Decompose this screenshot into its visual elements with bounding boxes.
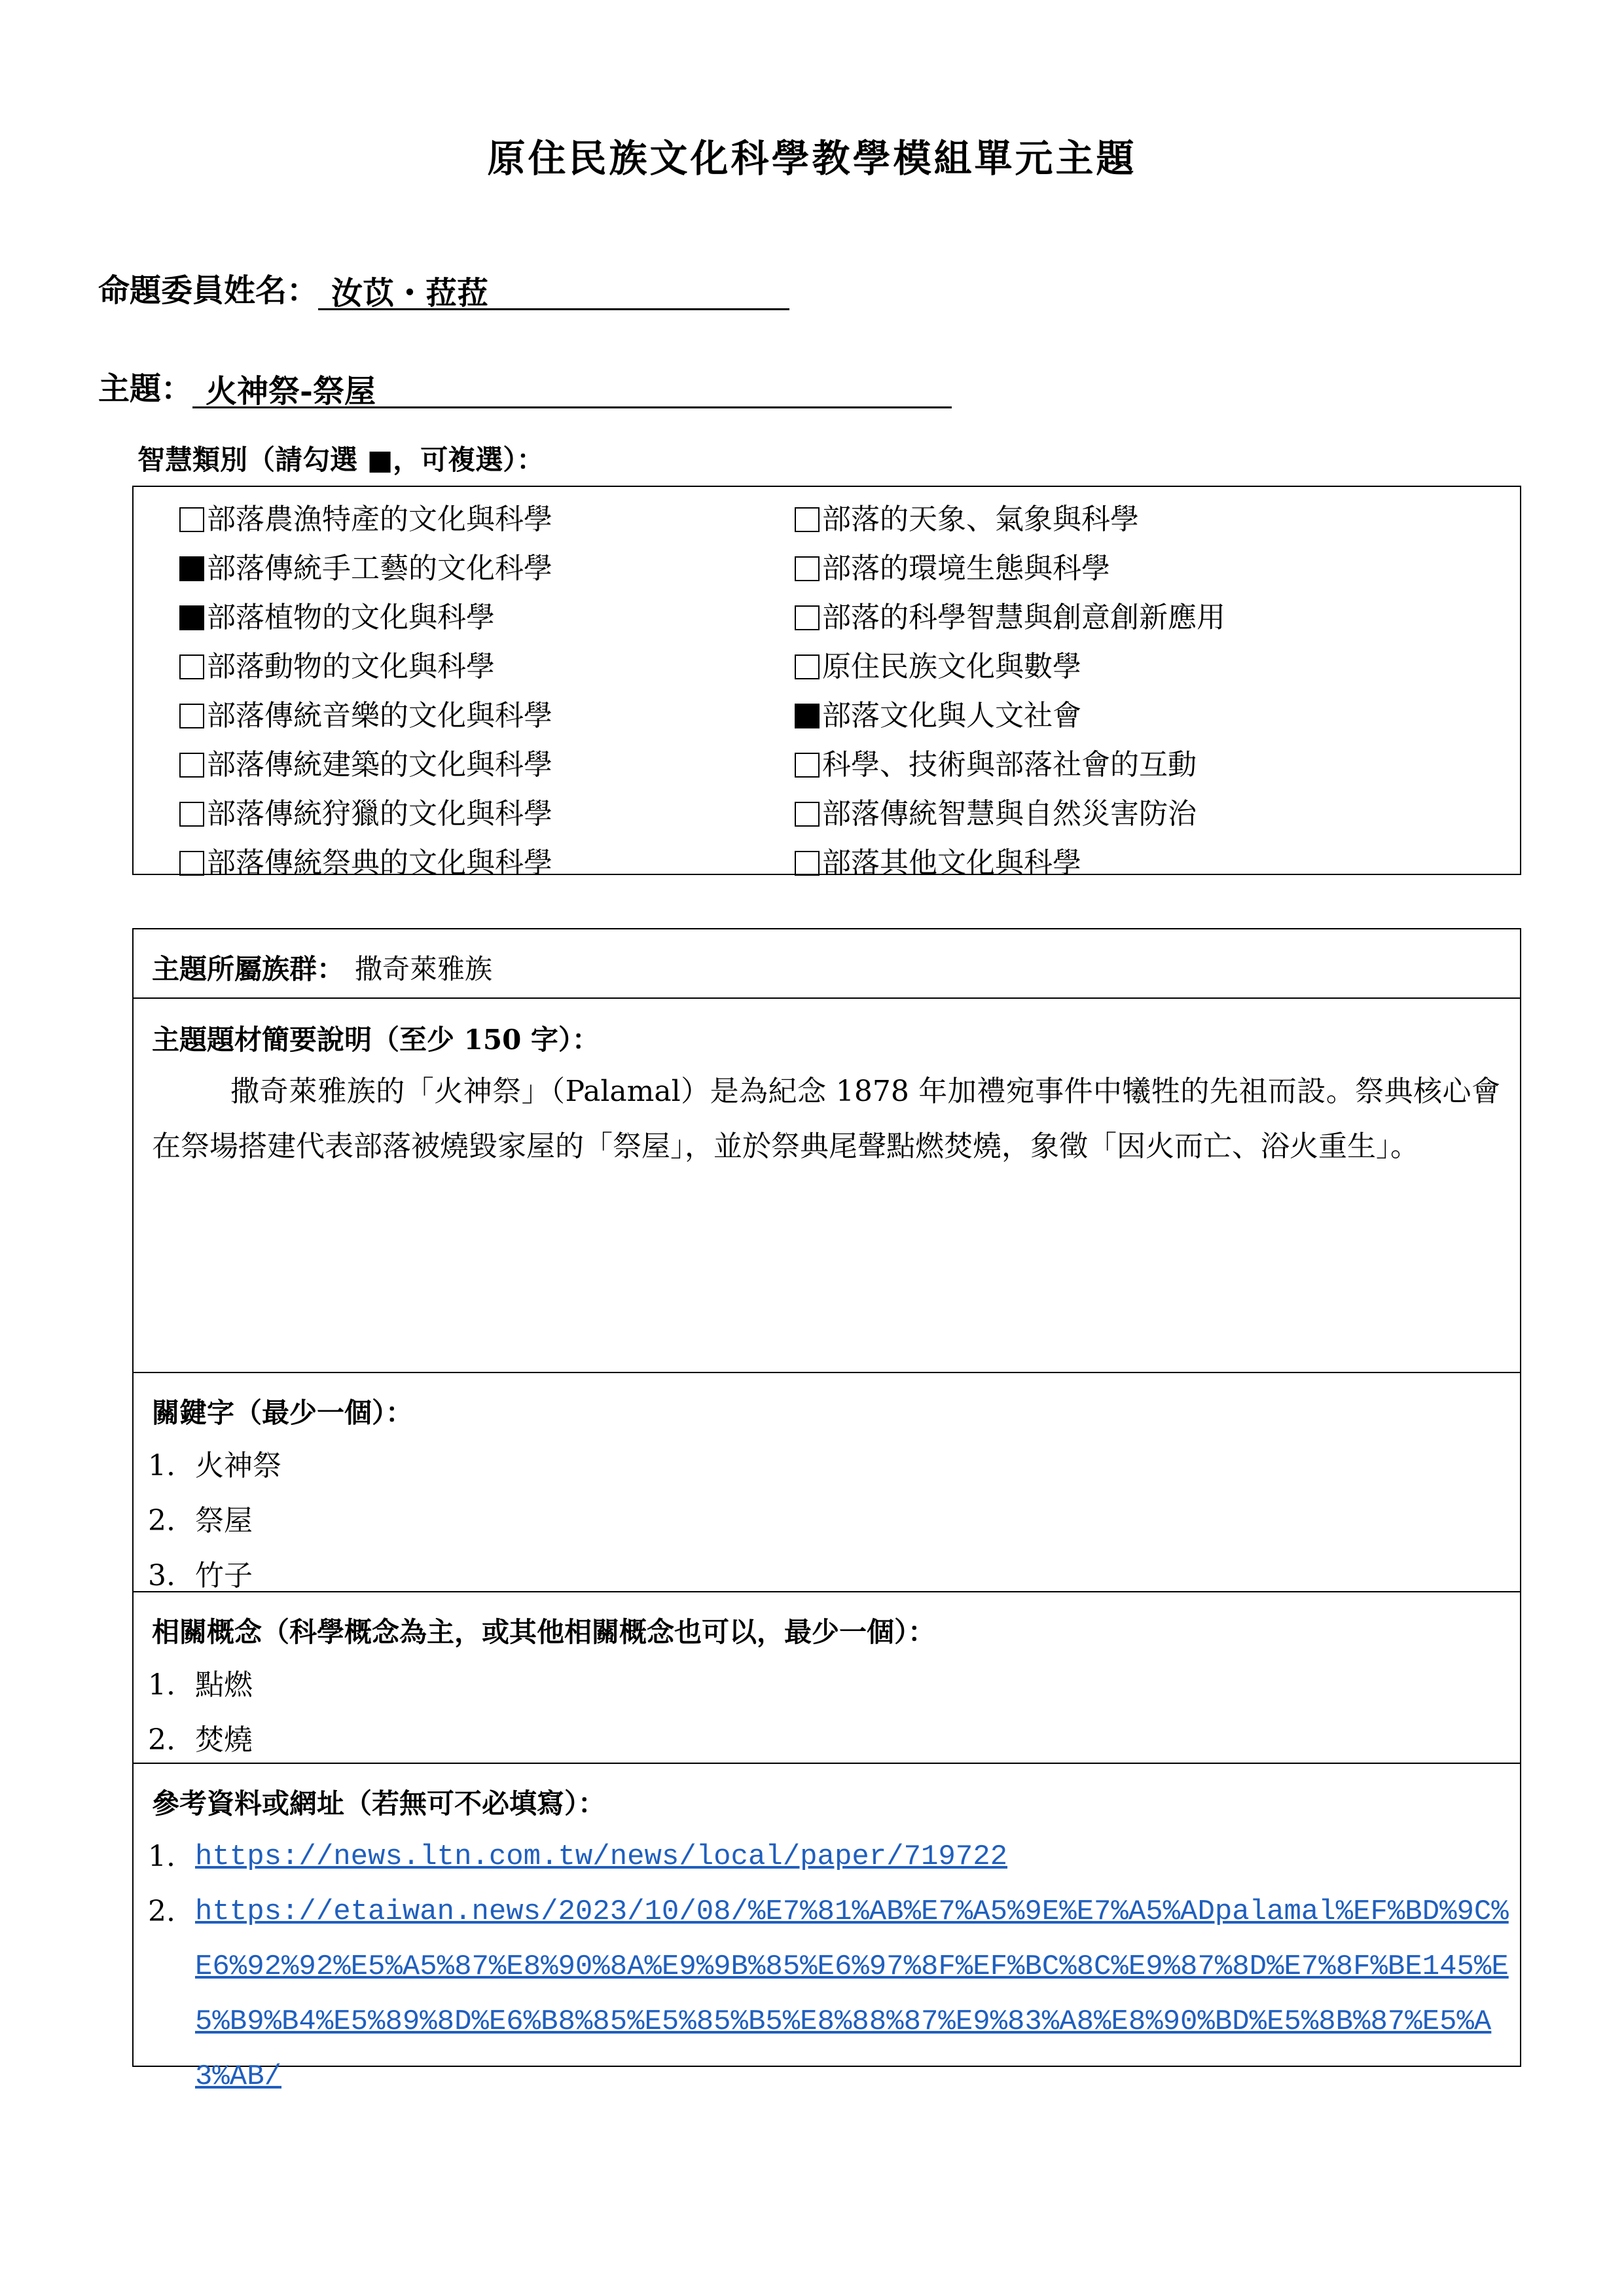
- topic-value: 火神祭-祭屋: [192, 366, 952, 408]
- references-label: 參考資料或網址（若無可不必填寫）：: [152, 1787, 606, 1820]
- category-label: 部落傳統建築的文化與科學: [207, 748, 552, 781]
- concepts-row: [134, 1592, 1520, 1764]
- category-item[interactable]: [179, 740, 552, 789]
- keywords-label: 關鍵字（最少一個）：: [152, 1397, 414, 1429]
- concepts-list: [148, 1658, 253, 1768]
- category-column-left: [179, 495, 552, 888]
- checkbox-icon[interactable]: [795, 851, 820, 876]
- checkbox-icon[interactable]: [795, 802, 820, 827]
- category-label: 部落文化與人文社會: [822, 699, 1081, 732]
- category-item[interactable]: [795, 642, 1225, 691]
- category-label: 部落農漁特產的文化與科學: [207, 503, 552, 536]
- category-item[interactable]: [179, 789, 552, 838]
- category-item[interactable]: [179, 593, 552, 642]
- category-label: 科學、技術與部落社會的互動: [822, 748, 1197, 781]
- checkbox-icon[interactable]: [795, 507, 820, 532]
- ethnic-group-row: [134, 929, 1520, 999]
- category-label: 部落的天象、氣象與科學: [822, 503, 1139, 536]
- reference-link[interactable]: https://news.ltn.com.tw/news/local/paper/719722: [195, 1840, 1008, 1873]
- checkbox-checked-icon[interactable]: [795, 704, 820, 728]
- category-label: 部落傳統手工藝的文化科學: [207, 552, 552, 585]
- category-item[interactable]: [179, 495, 552, 544]
- references-list: [148, 1829, 1509, 2104]
- author-field: [98, 265, 789, 310]
- reference-link[interactable]: https://etaiwan.news/2023/10/08/%E7%81%AB%E7%A5%9E%E7%A5%ADpalamal%EF%BD%9C%E6%92%92%E5%A5%87%E8%90%8A%E9%9B%85%E6%97%8F%EF%BC%8C%E9%87%8D%E7%8F%BE145%E5%B9%B4%E5%89%8D%E6%B8%85%E5%85%B5%E8%88%87%E9%83%A8%E8%90%BD%E5%8B%87%E5%A3%AB/: [195, 1895, 1509, 2093]
- author-value: 汝苡・菈菈: [318, 268, 789, 310]
- references-row: [134, 1764, 1520, 2093]
- author-label: 命題委員姓名：: [98, 272, 319, 309]
- category-item[interactable]: [795, 838, 1225, 888]
- category-item[interactable]: [795, 544, 1225, 593]
- keywords-list: [148, 1439, 281, 1604]
- keywords-row: [134, 1373, 1520, 1592]
- summary-label: 主題題材簡要說明（至少 150 字）：: [152, 1024, 600, 1056]
- checkbox-icon[interactable]: [179, 507, 204, 532]
- checkbox-icon[interactable]: [795, 605, 820, 630]
- checkbox-icon[interactable]: [179, 802, 204, 827]
- list-item: 3. 竹子: [148, 1559, 253, 1592]
- category-heading: 智慧類別（請勾選 ■，可複選）：: [137, 444, 545, 476]
- category-label: 部落傳統狩獵的文化與科學: [207, 797, 552, 831]
- category-column-right: [795, 495, 1225, 888]
- topic-label: 主題：: [98, 370, 193, 407]
- checkbox-icon[interactable]: [179, 655, 204, 679]
- checkbox-icon[interactable]: [179, 704, 204, 728]
- summary-text: 撒奇萊雅族的「火神祭」（Palamal）是為紀念 1878 年加禮宛事件中犧牲的先祖而設。祭典核心會在祭場搭建代表部落被燒毀家屋的「祭屋」，並於祭典尾聲點燃焚燒，象徵「因火而亡、浴火重生」。: [152, 1075, 1500, 1163]
- category-label: 部落植物的文化與科學: [207, 601, 495, 634]
- category-label: 部落動物的文化與科學: [207, 650, 495, 683]
- category-label: 部落傳統智慧與自然災害防治: [822, 797, 1197, 831]
- category-label: 部落的科學智慧與創意創新應用: [822, 601, 1225, 634]
- checkbox-icon[interactable]: [179, 851, 204, 876]
- category-item[interactable]: [795, 593, 1225, 642]
- category-label: 部落傳統祭典的文化與科學: [207, 846, 552, 880]
- ethnic-group-label: 主題所屬族群：: [152, 953, 345, 985]
- category-label: 部落其他文化與科學: [822, 846, 1081, 880]
- document-title: 原住民族文化科學教學模組單元主題: [487, 136, 1137, 181]
- list-item: 2. https://etaiwan.news/2023/10/08/%E7%81%AB%E7%A5%9E%E7%A5%ADpalamal%EF%BD%9C%E6%92%92%E5%A5%87%E8%90%8A%E9%9B%85%E6%97%8F%EF%BC%8C%E9%87%8D%E7%8F%BE145%E5%B9%B4%E5%89%8D%E6%B8%85%E5%85%B5%E8%88%87%E9%83%A8%E8%90%BD%E5%8B%87%E5%A3%AB/: [148, 1884, 1509, 2104]
- category-item[interactable]: [795, 789, 1225, 838]
- category-item[interactable]: [795, 495, 1225, 544]
- category-item[interactable]: [795, 691, 1225, 740]
- info-table: [132, 928, 1521, 2093]
- category-item[interactable]: [795, 740, 1225, 789]
- list-item: 1. 火神祭: [148, 1449, 281, 1482]
- ethnic-group-value: 撒奇萊雅族: [355, 953, 493, 985]
- category-label: 部落傳統音樂的文化與科學: [207, 699, 552, 732]
- checkbox-checked-icon[interactable]: [179, 605, 204, 630]
- checkbox-icon[interactable]: [179, 753, 204, 778]
- category-box: [132, 486, 1521, 880]
- category-item[interactable]: [179, 544, 552, 593]
- category-label: 原住民族文化與數學: [822, 650, 1081, 683]
- checkbox-icon[interactable]: [795, 556, 820, 581]
- category-item[interactable]: [179, 691, 552, 740]
- category-item[interactable]: [179, 838, 552, 888]
- checkbox-checked-icon[interactable]: [179, 556, 204, 581]
- checkbox-icon[interactable]: [795, 753, 820, 778]
- topic-field: [98, 363, 952, 408]
- concepts-label: 相關概念（科學概念為主，或其他相關概念也可以，最少一個）：: [152, 1616, 936, 1648]
- list-item: 1. 點燃: [148, 1668, 253, 1702]
- checkbox-icon[interactable]: [795, 655, 820, 679]
- category-item[interactable]: [179, 642, 552, 691]
- list-item: 2. 焚燒: [148, 1723, 253, 1757]
- list-item: 2. 祭屋: [148, 1504, 253, 1537]
- list-item: 1. https://news.ltn.com.tw/news/local/paper/719722: [148, 1829, 1509, 1884]
- summary-row: [134, 999, 1520, 1373]
- category-label: 部落的環境生態與科學: [822, 552, 1110, 585]
